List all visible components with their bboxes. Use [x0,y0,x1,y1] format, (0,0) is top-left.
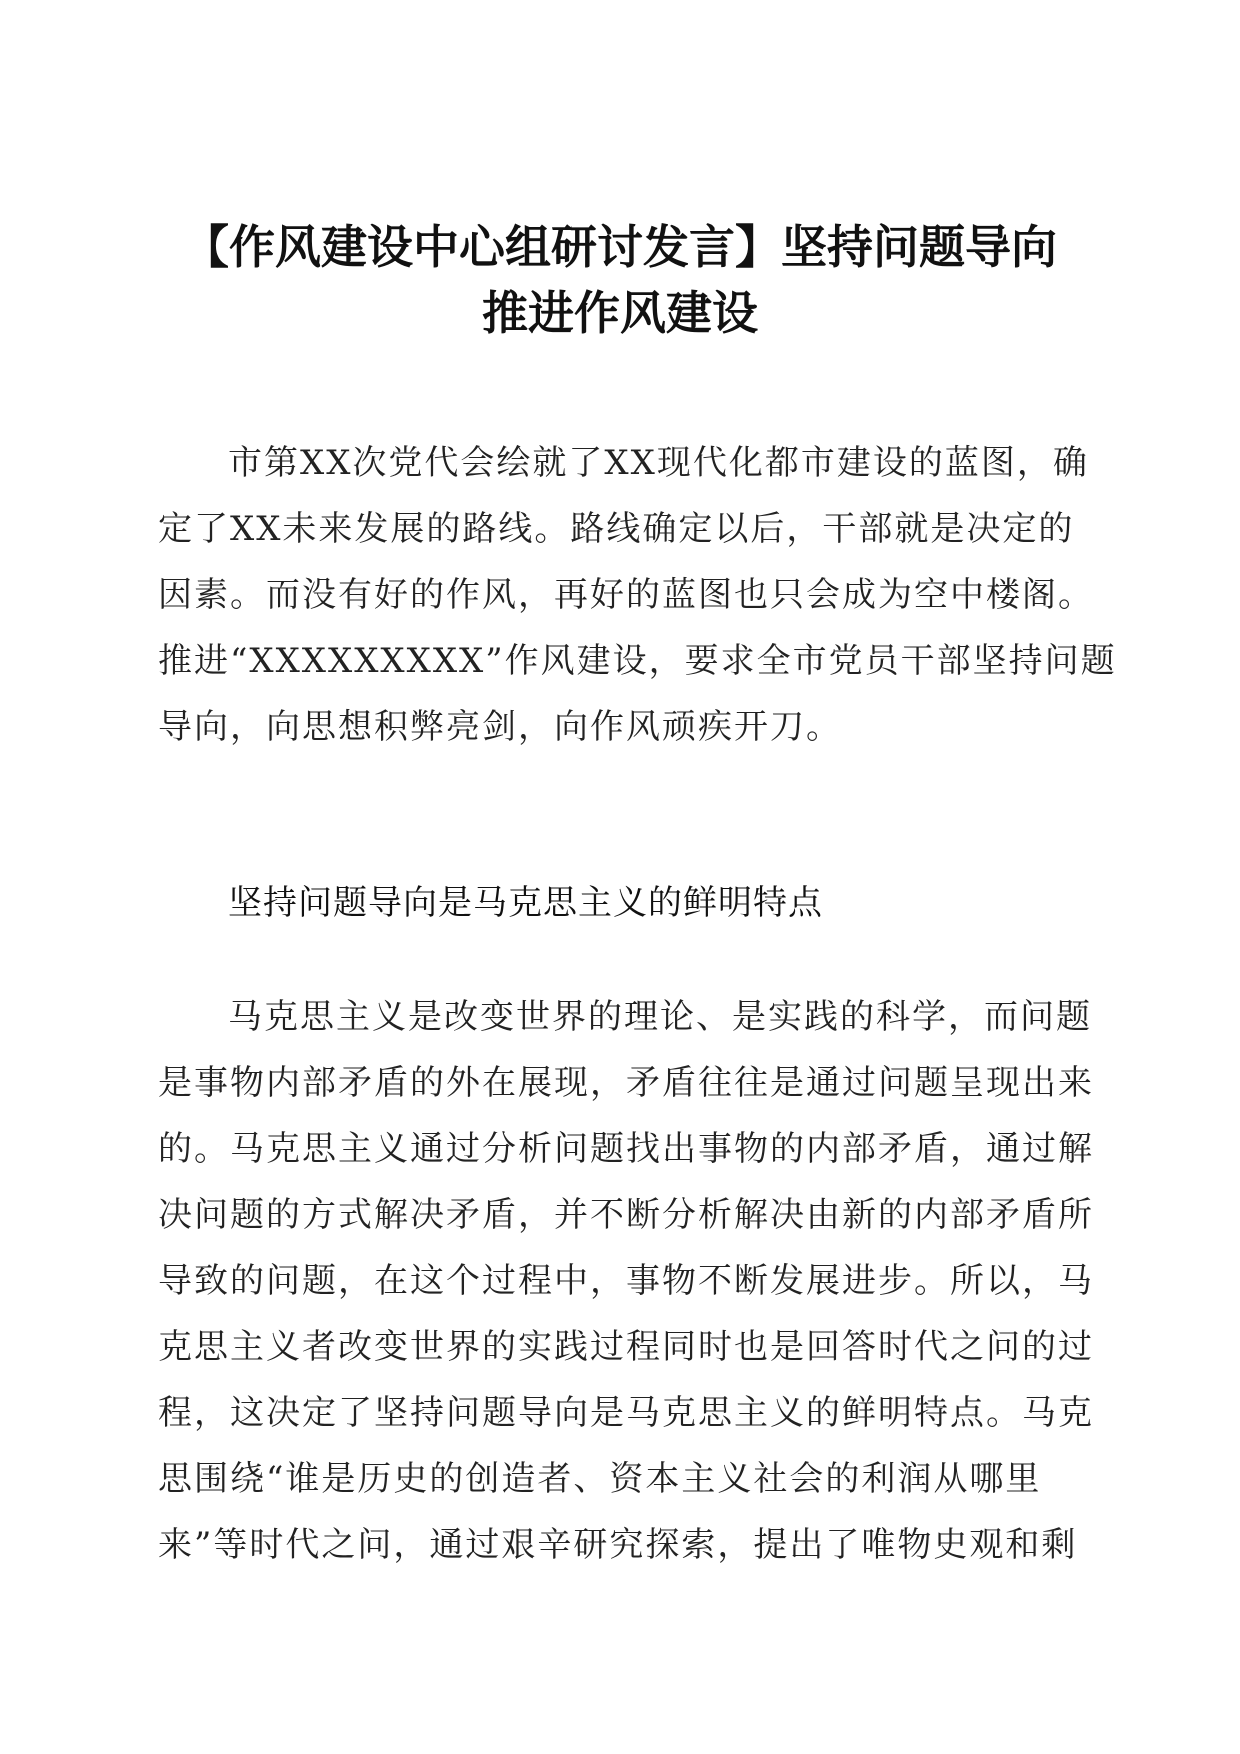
paragraph-line: 决问题的方式解决矛盾，并不断分析解决由新的内部矛盾所 [158,1195,1094,1235]
paragraph-line: 定了XX未来发展的路线。路线确定以后，干部就是决定的 [158,509,1075,549]
paragraph-line: 思围绕“谁是历史的创造者、资本主义社会的利润从哪里 [158,1459,1042,1499]
paragraph-line: 来”等时代之问，通过艰辛研究探索，提出了唯物史观和剩 [158,1525,1078,1565]
document-title [140,214,1100,346]
title-line-2: 推进作风建设 [482,286,758,340]
paragraph-line: 是事物内部矛盾的外在展现，矛盾往往是通过问题呈现出来 [158,1063,1094,1103]
paragraph-line: 推进“XXXXXXXXX”作风建设，要求全市党员干部坚持问题 [158,641,1117,681]
paragraph-line: 马克思主义是改变世界的理论、是实践的科学，而问题 [228,997,1092,1037]
paragraph-line: 程，这决定了坚持问题导向是马克思主义的鲜明特点。马克 [158,1393,1094,1433]
paragraph-line: 导向，向思想积弊亮剑，向作风顽疾开刀。 [158,707,842,747]
title-line-1: 【作风建设中心组研讨发言】坚持问题导向 [183,220,1057,274]
paragraph-line: 导致的问题，在这个过程中，事物不断发展进步。所以，马 [158,1261,1094,1301]
paragraph-line: 的。马克思主义通过分析问题找出事物的内部矛盾，通过解 [158,1129,1094,1169]
paragraph-line: 因素。而没有好的作风，再好的蓝图也只会成为空中楼阁。 [158,575,1094,615]
paragraph-line: 克思主义者改变世界的实践过程同时也是回答时代之问的过 [158,1327,1094,1367]
body-paragraph [158,984,1094,1578]
intro-paragraph [158,430,1117,760]
section-heading: 坚持问题导向是马克思主义的鲜明特点 [228,883,823,923]
paragraph-line: 市第XX次党代会绘就了XX现代化都市建设的蓝图，确 [228,443,1089,483]
